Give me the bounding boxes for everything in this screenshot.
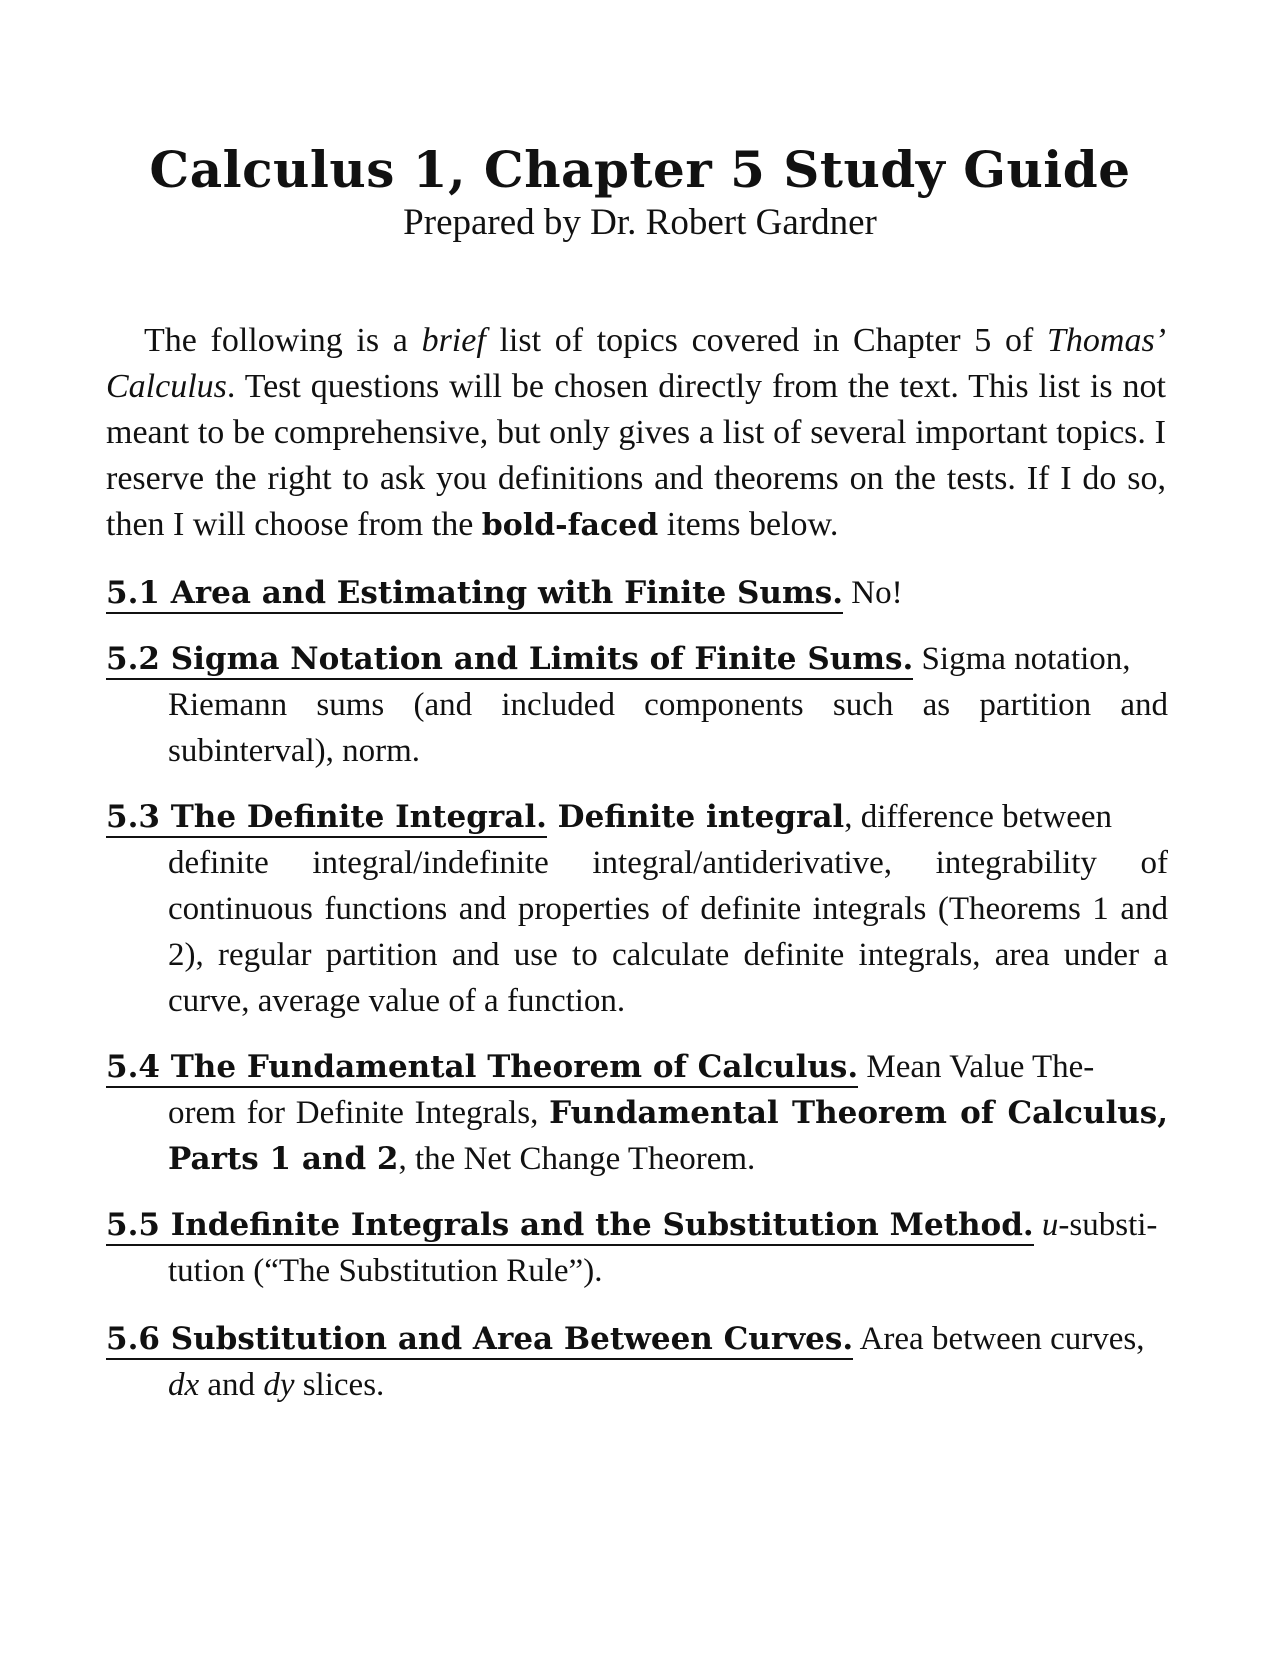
section-text: -substi- [1058,1207,1158,1243]
section-line [106,1316,1168,1362]
intro-book-title: Thomas’ Calculus [106,322,1167,405]
section-line [106,1202,1168,1248]
math-variable: dy [263,1367,295,1403]
section-bold-term: Definite integral [546,799,845,835]
page-subtitle: Prepared by Dr. Robert Gardner [403,202,877,243]
section-continuation: Riemann sums (and included components such as partition and subinterval), norm. [168,687,1168,769]
page-title: Calculus 1, Chapter 5 Study Guide [149,140,1131,199]
intro-text-2: list of topics covered in Chapter 5 of [485,322,1047,359]
section-5-3 [106,794,1168,1024]
section-heading: 5.5 Indefinite Integrals and the Substitution Method. [106,1207,1034,1246]
intro-text-4: items below. [658,506,839,543]
section-heading: 5.6 Substitution and Area Between Curves. [106,1321,853,1360]
section-cont-text: , the Net Change Theorem. [398,1141,756,1177]
section-text: Area between curves, [853,1321,1145,1357]
intro-text-1: The following is a [144,322,422,359]
section-cont-text: slices. [294,1367,385,1403]
section-5-6 [106,1316,1168,1408]
section-continuation [106,1090,1168,1182]
section-heading: 5.2 Sigma Notation and Limits of Finite Sums. [106,641,913,680]
section-heading: 5.1 Area and Estimating with Finite Sums. [106,575,843,614]
section-cont-text: and [199,1367,264,1403]
section-line [106,1044,1168,1090]
section-bold-term: Fundamental Theorem of Calculus, Parts 1 and 2 [168,1095,1169,1177]
section-text: Sigma notation, [913,641,1131,677]
section-continuation: definite integral/indefinite integral/antiderivative, integrability of continuous functions and properties of definite integrals (Theorems 1 and 2), regular partition and use to calculate definite integrals, area under a curve, average value of a function. [168,845,1168,1019]
section-continuation [106,1362,1168,1408]
section-heading: 5.4 The Fundamental Theorem of Calculus. [106,1049,858,1088]
section-text: No! [843,575,903,611]
intro-text-3: . Test questions will be chosen directly from the text. This list is not meant to be comprehensive, but only gives a list of several important topics. I reserve the right to ask you definitions and theorems on the tests. If I do so, then I will choose from the [106,368,1166,543]
section-5-5 [106,1202,1168,1294]
section-text: Mean Value The- [858,1049,1095,1085]
math-variable: dx [168,1367,200,1403]
section-5-1 [106,570,1168,616]
section-line [106,636,1168,682]
intro-paragraph [106,318,1166,549]
section-cont-text: orem for Definite Integrals, [168,1095,550,1131]
section-heading: 5.3 The Definite Integral. [106,799,547,838]
math-variable: u [1041,1207,1059,1243]
intro-brief: brief [421,322,486,359]
section-line [106,570,1168,616]
section-5-4 [106,1044,1168,1182]
intro-bold-faced: bold-faced [481,508,659,543]
section-5-2 [106,636,1168,774]
section-text: , difference between [844,799,1113,835]
section-continuation: tution (“The Substitution Rule”). [168,1253,603,1289]
section-line [106,794,1168,840]
